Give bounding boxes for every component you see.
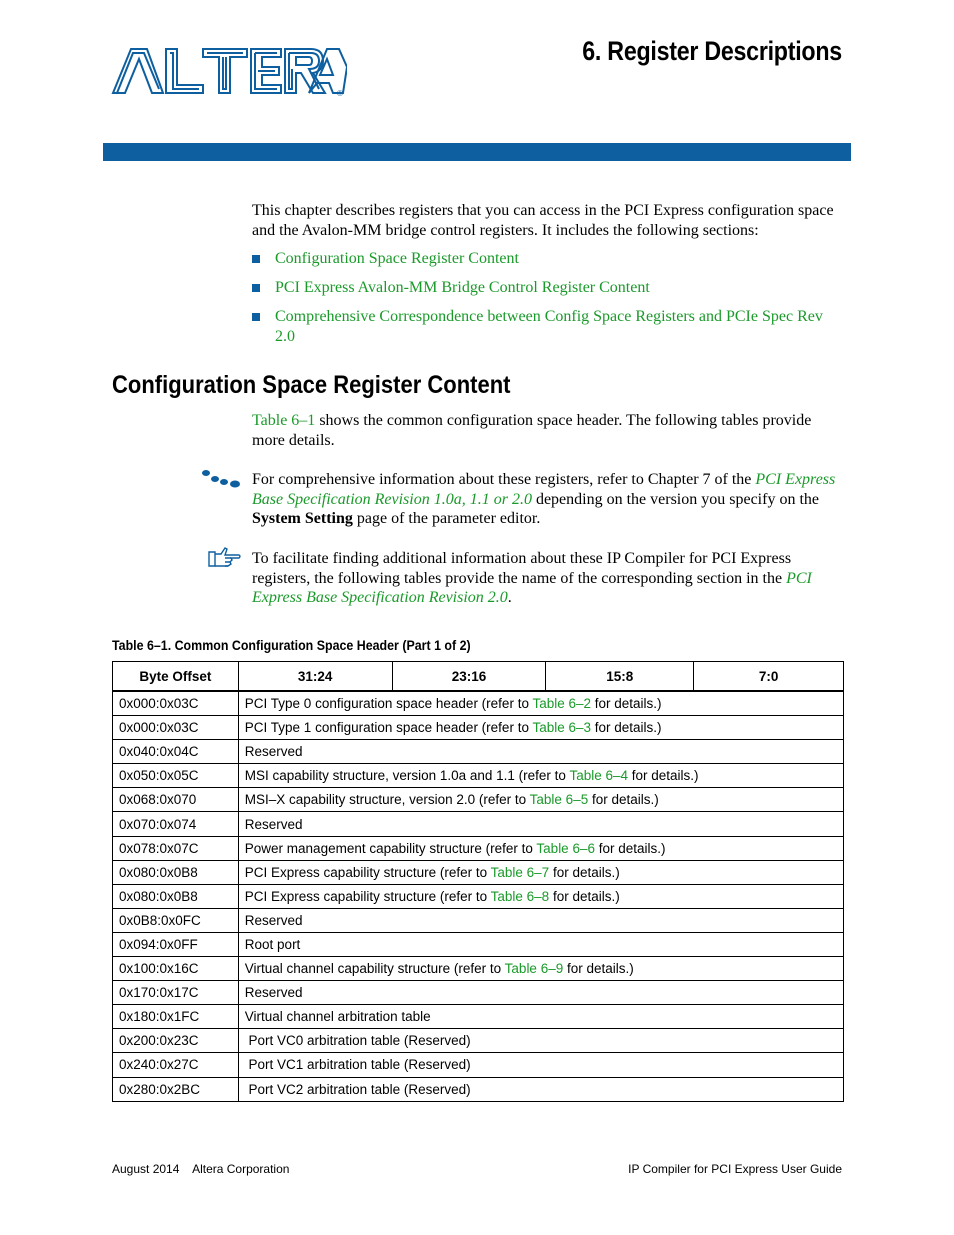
- bullet-square-icon: [252, 284, 260, 292]
- byte-offset-cell: 0x078:0x07C: [113, 836, 239, 860]
- table-row: [113, 957, 844, 981]
- table-row: [113, 884, 844, 908]
- link-table-6-1[interactable]: Table 6–1: [252, 412, 316, 429]
- chapter-title: 6. Register Descriptions: [582, 36, 842, 66]
- byte-offset-cell: 0x180:0x1FC: [113, 1005, 239, 1029]
- intro-paragraph: This chapter describes registers that you can access in the PCI Express configuration space and the Avalon-MM bridge control registers. It includes the following sections:: [252, 202, 834, 239]
- description-text: PCI Type 1 configuration space header (refer to: [244, 720, 533, 736]
- table-reference-link[interactable]: Table 6–5: [529, 792, 589, 808]
- description-cell: [238, 981, 843, 1005]
- description-cell: [238, 860, 843, 884]
- description-text: for details.): [628, 768, 699, 784]
- byte-offset-cell: 0x094:0x0FF: [113, 932, 239, 956]
- table-row: [113, 788, 844, 812]
- section-list: [252, 249, 844, 356]
- col-header-23-16: 23:16: [392, 662, 546, 692]
- table-reference-link[interactable]: Table 6–7: [490, 864, 550, 880]
- note-icon: [201, 468, 241, 492]
- description-text: MSI capability structure, version 1.0a and 1.1 (refer to: [244, 768, 570, 784]
- table-row: [113, 1029, 844, 1053]
- byte-offset-cell: 0x068:0x070: [113, 788, 239, 812]
- description-text: MSI–X capability structure, version 2.0 (refer to: [244, 792, 530, 808]
- footer-right: IP Compiler for PCI Express User Guide: [628, 1162, 842, 1176]
- description-cell: [238, 691, 843, 716]
- list-item: [252, 249, 844, 269]
- description-cell: [238, 1029, 843, 1053]
- byte-offset-cell: 0x000:0x03C: [113, 716, 239, 740]
- table-reference-link[interactable]: Table 6–6: [536, 840, 595, 856]
- table-row: [113, 860, 844, 884]
- description-text: Root port: [244, 936, 301, 952]
- pointing-hand-icon: [207, 546, 241, 568]
- section-paragraph: [252, 411, 844, 450]
- bullet-square-icon: [252, 255, 260, 263]
- note-text: For comprehensive information about these registers, refer to Chapter 7 of the: [252, 471, 756, 488]
- table-row: [113, 740, 844, 764]
- table-reference-link[interactable]: Table 6–8: [490, 888, 550, 904]
- config-header-table: [112, 661, 844, 1102]
- table-row: [113, 1053, 844, 1077]
- link-config-space-register-content[interactable]: Configuration Space Register Content: [275, 250, 519, 267]
- table-reference-link[interactable]: Table 6–4: [569, 768, 629, 784]
- description-text: Virtual channel capability structure (refer to: [244, 961, 505, 977]
- col-header-7-0: 7:0: [694, 662, 844, 692]
- tip-text: To facilitate finding additional information about these IP Compiler for PCI Express registers, the following tables provide the name of the corresponding section in the: [252, 550, 792, 587]
- description-text: for details.): [588, 792, 659, 808]
- description-text: for details.): [591, 696, 662, 712]
- description-cell: [238, 836, 843, 860]
- tip-text: .: [507, 589, 512, 606]
- description-cell: [238, 740, 843, 764]
- byte-offset-cell: 0x170:0x17C: [113, 981, 239, 1005]
- note-paragraph: [252, 470, 844, 529]
- description-text: Reserved: [244, 744, 303, 760]
- col-header-31-24: 31:24: [238, 662, 392, 692]
- description-text: Power management capability structure (refer to: [244, 840, 537, 856]
- description-cell: [238, 932, 843, 956]
- section-title: Configuration Space Register Content: [112, 371, 511, 399]
- byte-offset-cell: 0x240:0x27C: [113, 1053, 239, 1077]
- table-row: [113, 691, 844, 716]
- table-reference-link[interactable]: Table 6–9: [504, 961, 564, 977]
- byte-offset-cell: 0x070:0x074: [113, 812, 239, 836]
- description-text: for details.): [563, 961, 634, 977]
- tip-paragraph: [252, 549, 844, 608]
- paragraph-text: shows the common configuration space header. The following tables provide more details.: [252, 412, 812, 449]
- list-item: [252, 278, 844, 298]
- description-cell: [238, 788, 843, 812]
- description-cell: [238, 1005, 843, 1029]
- table-row: [113, 981, 844, 1005]
- byte-offset-cell: 0x080:0x0B8: [113, 884, 239, 908]
- description-text: Reserved: [244, 912, 303, 928]
- svg-text:®: ®: [337, 89, 343, 97]
- link-pci-express-base-spec[interactable]: PCI Express Base Specification Revision 1.0a, 1.1 or 2.0: [252, 471, 836, 508]
- description-cell: [238, 812, 843, 836]
- byte-offset-cell: 0x040:0x04C: [113, 740, 239, 764]
- note-text: depending on the version you specify on the: [531, 490, 819, 508]
- altera-logo: [111, 45, 347, 97]
- link-pci-express-base-spec-2[interactable]: PCI Express Base Specification Revision 2.0: [252, 569, 812, 606]
- byte-offset-cell: 0x100:0x16C: [113, 957, 239, 981]
- byte-offset-cell: 0x280:0x2BC: [113, 1077, 239, 1101]
- description-text: for details.): [591, 720, 662, 736]
- col-header-byte-offset: Byte Offset: [113, 662, 239, 692]
- description-cell: [238, 884, 843, 908]
- description-text: for details.): [594, 840, 666, 856]
- description-text: PCI Express capability structure (refer to: [244, 864, 491, 880]
- description-text: Port VC2 arbitration table (Reserved): [244, 1081, 471, 1097]
- table-reference-link[interactable]: Table 6–2: [532, 696, 592, 712]
- link-avalon-mm-bridge-control[interactable]: PCI Express Avalon-MM Bridge Control Register Content: [275, 279, 650, 296]
- note-text: page of the parameter editor.: [352, 510, 541, 527]
- description-text: Port VC1 arbitration table (Reserved): [244, 1057, 471, 1073]
- description-cell: [238, 764, 843, 788]
- description-text: Reserved: [244, 985, 303, 1001]
- list-item: [252, 307, 844, 346]
- table-row: [113, 932, 844, 956]
- description-cell: [238, 1077, 843, 1101]
- byte-offset-cell: 0x0B8:0x0FC: [113, 908, 239, 932]
- table-row: [113, 1077, 844, 1101]
- col-header-15-8: 15:8: [546, 662, 694, 692]
- description-cell: [238, 957, 843, 981]
- table-caption: Table 6–1. Common Configuration Space Header (Part 1 of 2): [112, 638, 471, 653]
- description-text: Reserved: [244, 816, 303, 832]
- description-text: Virtual channel arbitration table: [244, 1009, 431, 1025]
- byte-offset-cell: 0x080:0x0B8: [113, 860, 239, 884]
- header-rule-bar: [103, 143, 851, 161]
- description-text: PCI Express capability structure (refer to: [244, 888, 491, 904]
- description-cell: [238, 716, 843, 740]
- table-row: [113, 764, 844, 788]
- table-row: [113, 908, 844, 932]
- description-cell: [238, 908, 843, 932]
- link-comprehensive-correspondence[interactable]: Comprehensive Correspondence between Config Space Registers and PCIe Spec Rev 2.0: [275, 308, 823, 345]
- table-reference-link[interactable]: Table 6–3: [532, 720, 592, 736]
- table-row: [113, 1005, 844, 1029]
- table-row: [113, 812, 844, 836]
- description-cell: [238, 1053, 843, 1077]
- byte-offset-cell: 0x050:0x05C: [113, 764, 239, 788]
- table-row: [113, 716, 844, 740]
- bullet-square-icon: [252, 313, 260, 321]
- table-header-row: [113, 662, 844, 692]
- description-text: Port VC0 arbitration table (Reserved): [244, 1033, 471, 1049]
- byte-offset-cell: 0x200:0x23C: [113, 1029, 239, 1053]
- footer-left: August 2014 Altera Corporation: [112, 1162, 290, 1176]
- description-text: for details.): [549, 888, 620, 904]
- byte-offset-cell: 0x000:0x03C: [113, 691, 239, 716]
- description-text: for details.): [549, 864, 620, 880]
- table-row: [113, 836, 844, 860]
- description-text: PCI Type 0 configuration space header (refer to: [244, 696, 533, 712]
- system-setting-label: System Setting: [252, 510, 353, 527]
